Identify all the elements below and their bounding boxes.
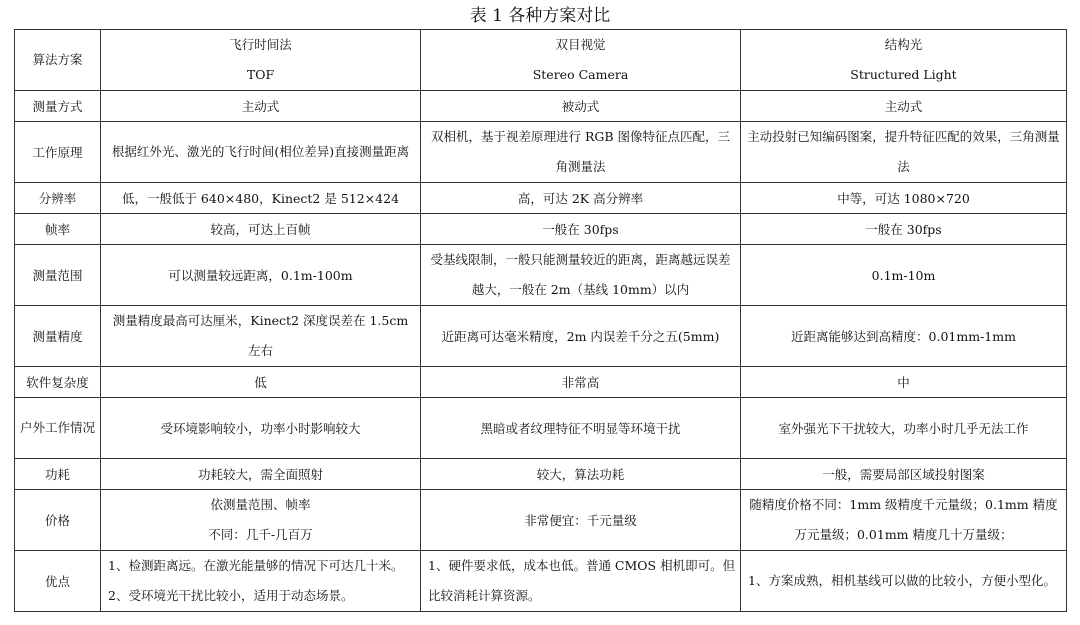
cell-tof: 受环境影响较小，功率小时影响较大 <box>101 398 421 459</box>
cell-structured: 一般在 30fps <box>741 214 1067 245</box>
row-label: 测量方式 <box>15 91 101 122</box>
cell-stereo: 双相机，基于视差原理进行 RGB 图像特征点匹配，三角测量法 <box>421 122 741 183</box>
table-row <box>15 214 1067 245</box>
header-tof-cn: 飞行时间法 <box>229 37 292 52</box>
table-row <box>15 551 1067 612</box>
cell-stereo: 被动式 <box>421 91 741 122</box>
cell-tof: 主动式 <box>101 91 421 122</box>
cell-structured: 主动式 <box>741 91 1067 122</box>
row-label: 价格 <box>15 490 101 551</box>
cell-stereo: 较大，算法功耗 <box>421 459 741 490</box>
header-cell-structured <box>741 30 1067 91</box>
cell-tof: 功耗较大，需全面照射 <box>101 459 421 490</box>
cell-structured: 中等，可达 1080×720 <box>741 183 1067 214</box>
cell-structured: 室外强光下干扰较大，功率小时几乎无法工作 <box>741 398 1067 459</box>
cell-stereo: 近距离可达毫米精度，2m 内误差千分之五(5mm) <box>421 306 741 367</box>
header-tof-en: TOF <box>246 67 275 82</box>
cell-structured: 随精度价格不同：1mm 级精度千元量级；0.1mm 精度万元量级；0.01mm 精度几十万量级； <box>741 490 1067 551</box>
table-row <box>15 122 1067 183</box>
cell-structured: 一般，需要局部区域投射图案 <box>741 459 1067 490</box>
table-caption: 表 1 各种方案对比 <box>469 6 611 26</box>
table-row <box>15 183 1067 214</box>
cell-structured: 中 <box>741 367 1067 398</box>
cell-stereo: 非常便宜：千元量级 <box>421 490 741 551</box>
cell-tof: 测量精度最高可达厘米，Kinect2 深度误差在 1.5cm 左右 <box>101 306 421 367</box>
table-header-row <box>15 30 1067 91</box>
table-row <box>15 245 1067 306</box>
header-cell-tof <box>101 30 421 91</box>
table-row <box>15 490 1067 551</box>
cell-stereo: 一般在 30fps <box>421 214 741 245</box>
header-cell-stereo <box>421 30 741 91</box>
table-row <box>15 459 1067 490</box>
row-label: 户外工作情况 <box>15 398 101 459</box>
header-stereo-cn: 双目视觉 <box>555 37 606 52</box>
cell-stereo: 非常高 <box>421 367 741 398</box>
row-label: 帧率 <box>15 214 101 245</box>
row-label: 功耗 <box>15 459 101 490</box>
cell-tof: 较高，可达上百帧 <box>101 214 421 245</box>
cell-structured: 主动投射已知编码图案，提升特征匹配的效果，三角测量法 <box>741 122 1067 183</box>
cell-structured: 0.1m-10m <box>741 245 1067 306</box>
table-row <box>15 398 1067 459</box>
table-row <box>15 306 1067 367</box>
price-tof-line1: 依测量范围、帧率 <box>210 497 311 512</box>
header-structured-en: Structured Light <box>850 67 957 82</box>
cell-tof: 可以测量较远距离，0.1m-100m <box>101 245 421 306</box>
table-row <box>15 367 1067 398</box>
row-label: 软件复杂度 <box>15 367 101 398</box>
cell-stereo: 1、硬件要求低，成本也低。普通 CMOS 相机即可。但比较消耗计算资源。 <box>421 551 741 612</box>
cell-tof: 根据红外光、激光的飞行时间(相位差异)直接测量距离 <box>101 122 421 183</box>
price-tof-line2: 不同：几千-几百万 <box>208 527 313 542</box>
pros-tof-line1: 1、检测距离远。在激光能量够的情况下可达几十米。 <box>108 558 404 573</box>
header-stereo-en: Stereo Camera <box>532 67 629 82</box>
cell-tof: 低 <box>101 367 421 398</box>
row-label: 测量精度 <box>15 306 101 367</box>
header-structured-cn: 结构光 <box>884 37 923 52</box>
header-cell-scheme: 算法方案 <box>15 30 101 91</box>
comparison-table <box>14 29 1067 612</box>
cell-stereo: 受基线限制，一般只能测量较近的距离，距离越远误差越大，一般在 2m（基线 10mm）以内 <box>421 245 741 306</box>
row-label: 测量范围 <box>15 245 101 306</box>
cell-structured: 近距离能够达到高精度：0.01mm-1mm <box>741 306 1067 367</box>
pros-tof-line2: 2、受环境光干扰比较小，适用于动态场景。 <box>108 588 354 603</box>
table-row <box>15 91 1067 122</box>
cell-tof <box>101 490 421 551</box>
row-label: 分辨率 <box>15 183 101 214</box>
cell-tof <box>101 551 421 612</box>
cell-stereo: 高，可达 2K 高分辨率 <box>421 183 741 214</box>
cell-structured: 1、方案成熟，相机基线可以做的比较小，方便小型化。 <box>741 551 1067 612</box>
row-label: 优点 <box>15 551 101 612</box>
row-label: 工作原理 <box>15 122 101 183</box>
cell-tof: 低，一般低于 640×480，Kinect2 是 512×424 <box>101 183 421 214</box>
cell-stereo: 黑暗或者纹理特征不明显等环境干扰 <box>421 398 741 459</box>
